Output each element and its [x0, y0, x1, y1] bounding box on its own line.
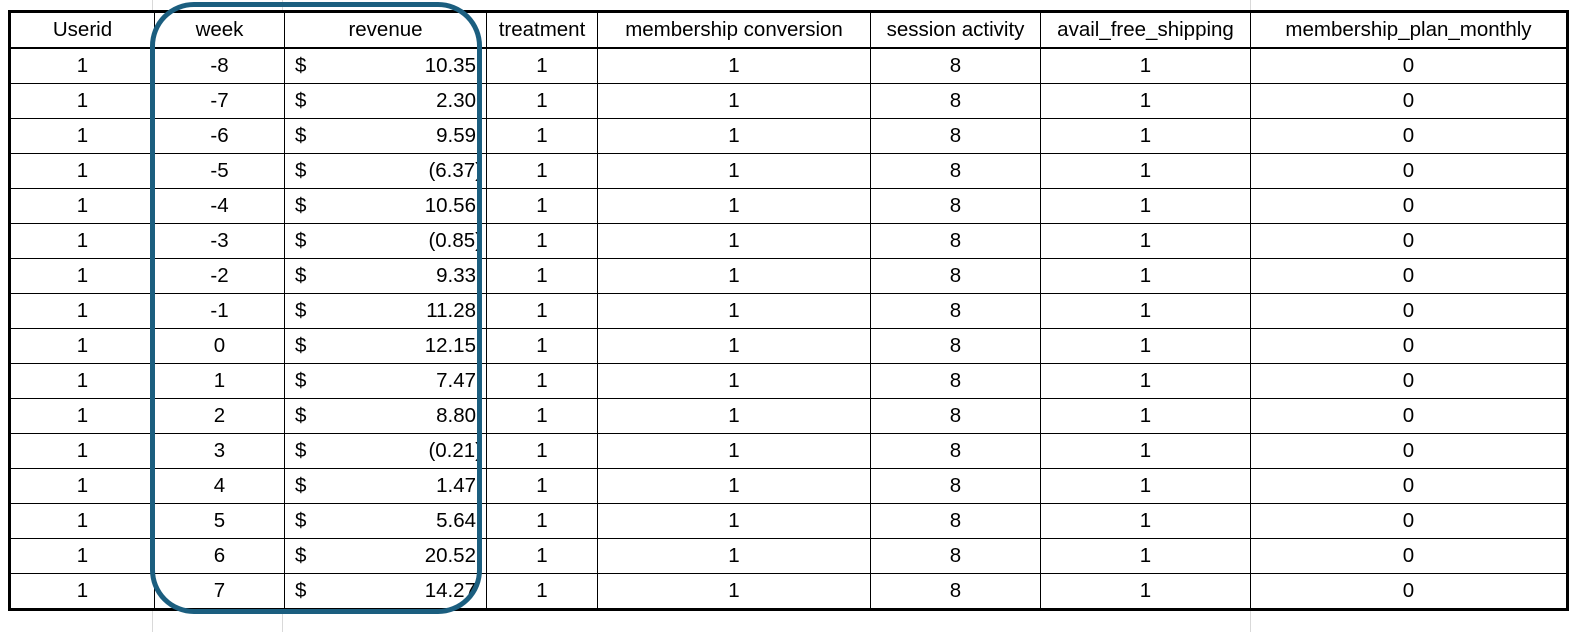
currency-symbol: $ — [295, 124, 307, 147]
cell-week[interactable]: -8 — [155, 48, 285, 84]
cell-avail-free-shipping[interactable]: 1 — [1041, 539, 1251, 574]
data-table — [8, 10, 1569, 611]
cell-avail-free-shipping[interactable]: 1 — [1041, 154, 1251, 189]
cell-userid[interactable]: 1 — [10, 119, 155, 154]
revenue-amount: 12.15 — [424, 334, 476, 357]
cell-avail-free-shipping[interactable]: 1 — [1041, 224, 1251, 259]
revenue-value — [285, 54, 486, 78]
table-row — [10, 434, 1568, 469]
cell-userid[interactable]: 1 — [10, 84, 155, 119]
table-row — [10, 469, 1568, 504]
table-body — [10, 48, 1568, 610]
cell-revenue[interactable] — [285, 294, 487, 329]
cell-userid[interactable]: 1 — [10, 574, 155, 610]
header-row — [10, 12, 1568, 49]
cell-session-activity[interactable]: 8 — [871, 48, 1041, 84]
cell-userid[interactable]: 1 — [10, 48, 155, 84]
cell-revenue[interactable] — [285, 539, 487, 574]
revenue-amount: 8.80 — [436, 404, 476, 427]
cell-userid[interactable]: 1 — [10, 364, 155, 399]
cell-week[interactable]: -6 — [155, 119, 285, 154]
cell-session-activity[interactable]: 8 — [871, 84, 1041, 119]
cell-membership-plan-monthly[interactable]: 0 — [1251, 469, 1568, 504]
cell-membership-conversion[interactable]: 1 — [598, 189, 871, 224]
cell-revenue[interactable] — [285, 189, 487, 224]
header-cell-week[interactable]: week — [155, 12, 285, 49]
header-cell-treatment[interactable]: treatment — [487, 12, 598, 49]
revenue-amount: 10.35 — [424, 54, 476, 77]
currency-symbol: $ — [295, 334, 307, 357]
cell-treatment[interactable]: 1 — [487, 329, 598, 364]
cell-userid[interactable]: 1 — [10, 294, 155, 329]
cell-session-activity[interactable]: 8 — [871, 434, 1041, 469]
cell-membership-plan-monthly[interactable]: 0 — [1251, 119, 1568, 154]
currency-symbol: $ — [295, 404, 307, 427]
cell-userid[interactable]: 1 — [10, 469, 155, 504]
revenue-amount: (6.37) — [428, 159, 482, 182]
cell-avail-free-shipping[interactable]: 1 — [1041, 364, 1251, 399]
revenue-value — [285, 299, 486, 323]
cell-membership-conversion[interactable]: 1 — [598, 224, 871, 259]
cell-session-activity[interactable]: 8 — [871, 399, 1041, 434]
cell-treatment[interactable]: 1 — [487, 84, 598, 119]
revenue-amount: 2.30 — [436, 89, 476, 112]
cell-membership-plan-monthly[interactable]: 0 — [1251, 48, 1568, 84]
cell-week[interactable]: -7 — [155, 84, 285, 119]
cell-treatment[interactable]: 1 — [487, 574, 598, 610]
cell-membership-plan-monthly[interactable]: 0 — [1251, 364, 1568, 399]
cell-week[interactable]: 0 — [155, 329, 285, 364]
cell-avail-free-shipping[interactable]: 1 — [1041, 84, 1251, 119]
cell-membership-plan-monthly[interactable]: 0 — [1251, 294, 1568, 329]
revenue-value — [285, 579, 486, 603]
cell-session-activity[interactable]: 8 — [871, 119, 1041, 154]
cell-week[interactable]: -1 — [155, 294, 285, 329]
cell-membership-conversion[interactable]: 1 — [598, 504, 871, 539]
cell-membership-plan-monthly[interactable]: 0 — [1251, 574, 1568, 610]
cell-revenue[interactable] — [285, 399, 487, 434]
cell-session-activity[interactable]: 8 — [871, 189, 1041, 224]
header-cell-membership-conversion[interactable]: membership conversion — [598, 12, 871, 49]
cell-avail-free-shipping[interactable]: 1 — [1041, 259, 1251, 294]
revenue-amount: 14.27 — [424, 579, 476, 602]
revenue-amount: 5.64 — [436, 509, 476, 532]
cell-revenue[interactable] — [285, 224, 487, 259]
cell-revenue[interactable] — [285, 48, 487, 84]
cell-session-activity[interactable]: 8 — [871, 154, 1041, 189]
revenue-value — [285, 369, 486, 393]
cell-revenue[interactable] — [285, 119, 487, 154]
cell-session-activity[interactable]: 8 — [871, 469, 1041, 504]
cell-userid[interactable]: 1 — [10, 539, 155, 574]
currency-symbol: $ — [295, 89, 307, 112]
cell-treatment[interactable]: 1 — [487, 224, 598, 259]
cell-userid[interactable]: 1 — [10, 259, 155, 294]
cell-membership-plan-monthly[interactable]: 0 — [1251, 399, 1568, 434]
cell-membership-conversion[interactable]: 1 — [598, 294, 871, 329]
cell-avail-free-shipping[interactable]: 1 — [1041, 329, 1251, 364]
cell-revenue[interactable] — [285, 259, 487, 294]
revenue-amount: 9.59 — [436, 124, 476, 147]
cell-userid[interactable]: 1 — [10, 434, 155, 469]
currency-symbol: $ — [295, 544, 307, 567]
header-cell-revenue[interactable]: revenue — [285, 12, 487, 49]
cell-membership-plan-monthly[interactable]: 0 — [1251, 259, 1568, 294]
cell-session-activity[interactable]: 8 — [871, 364, 1041, 399]
cell-week[interactable]: 2 — [155, 399, 285, 434]
cell-treatment[interactable]: 1 — [487, 399, 598, 434]
revenue-amount: 1.47 — [436, 474, 476, 497]
currency-symbol: $ — [295, 194, 307, 217]
cell-userid[interactable]: 1 — [10, 154, 155, 189]
table-row — [10, 119, 1568, 154]
table-row — [10, 48, 1568, 84]
revenue-value — [285, 124, 486, 148]
cell-avail-free-shipping[interactable]: 1 — [1041, 399, 1251, 434]
revenue-value — [285, 229, 486, 253]
currency-symbol: $ — [295, 299, 307, 322]
cell-membership-conversion[interactable]: 1 — [598, 469, 871, 504]
cell-week[interactable]: 5 — [155, 504, 285, 539]
cell-membership-plan-monthly[interactable]: 0 — [1251, 539, 1568, 574]
cell-membership-conversion[interactable]: 1 — [598, 259, 871, 294]
header-cell-session-activity[interactable]: session activity — [871, 12, 1041, 49]
header-cell-avail-free-shipping[interactable]: avail_free_shipping — [1041, 12, 1251, 49]
table-row — [10, 504, 1568, 539]
cell-treatment[interactable]: 1 — [487, 154, 598, 189]
cell-treatment[interactable]: 1 — [487, 294, 598, 329]
revenue-amount: (0.21) — [428, 439, 482, 462]
revenue-value — [285, 474, 486, 498]
cell-userid[interactable]: 1 — [10, 329, 155, 364]
cell-treatment[interactable]: 1 — [487, 119, 598, 154]
cell-membership-conversion[interactable]: 1 — [598, 154, 871, 189]
cell-membership-conversion[interactable]: 1 — [598, 329, 871, 364]
header-cell-membership-plan-monthly[interactable]: membership_plan_monthly — [1251, 12, 1568, 49]
revenue-value — [285, 404, 486, 428]
cell-revenue[interactable] — [285, 504, 487, 539]
cell-treatment[interactable]: 1 — [487, 504, 598, 539]
table-row — [10, 574, 1568, 610]
table-row — [10, 259, 1568, 294]
header-cell-userid[interactable]: Userid — [10, 12, 155, 49]
cell-week[interactable]: -5 — [155, 154, 285, 189]
cell-avail-free-shipping[interactable]: 1 — [1041, 574, 1251, 610]
cell-revenue[interactable] — [285, 364, 487, 399]
table-row — [10, 539, 1568, 574]
cell-revenue[interactable] — [285, 434, 487, 469]
cell-treatment[interactable]: 1 — [487, 189, 598, 224]
cell-avail-free-shipping[interactable]: 1 — [1041, 48, 1251, 84]
cell-membership-plan-monthly[interactable]: 0 — [1251, 189, 1568, 224]
cell-session-activity[interactable]: 8 — [871, 574, 1041, 610]
cell-userid[interactable]: 1 — [10, 224, 155, 259]
currency-symbol: $ — [295, 229, 307, 252]
cell-revenue[interactable] — [285, 84, 487, 119]
cell-membership-plan-monthly[interactable]: 0 — [1251, 329, 1568, 364]
currency-symbol: $ — [295, 54, 307, 77]
currency-symbol: $ — [295, 159, 307, 182]
cell-treatment[interactable]: 1 — [487, 259, 598, 294]
revenue-value — [285, 89, 486, 113]
cell-membership-conversion[interactable]: 1 — [598, 84, 871, 119]
currency-symbol: $ — [295, 264, 307, 287]
revenue-amount: 20.52 — [424, 544, 476, 567]
cell-userid[interactable]: 1 — [10, 189, 155, 224]
revenue-amount: (0.85) — [428, 229, 482, 252]
cell-treatment[interactable]: 1 — [487, 539, 598, 574]
cell-week[interactable]: 3 — [155, 434, 285, 469]
table-row — [10, 84, 1568, 119]
table-row — [10, 399, 1568, 434]
revenue-value — [285, 194, 486, 218]
cell-membership-conversion[interactable]: 1 — [598, 539, 871, 574]
revenue-value — [285, 439, 486, 463]
cell-week[interactable]: 1 — [155, 364, 285, 399]
revenue-value — [285, 509, 486, 533]
cell-avail-free-shipping[interactable]: 1 — [1041, 469, 1251, 504]
revenue-amount: 11.28 — [426, 299, 476, 322]
cell-membership-conversion[interactable]: 1 — [598, 399, 871, 434]
cell-membership-plan-monthly[interactable]: 0 — [1251, 504, 1568, 539]
revenue-value — [285, 159, 486, 183]
cell-session-activity[interactable]: 8 — [871, 539, 1041, 574]
cell-avail-free-shipping[interactable]: 1 — [1041, 189, 1251, 224]
table-row — [10, 154, 1568, 189]
cell-week[interactable]: 6 — [155, 539, 285, 574]
cell-membership-conversion[interactable]: 1 — [598, 364, 871, 399]
revenue-amount: 9.33 — [436, 264, 476, 287]
currency-symbol: $ — [295, 509, 307, 532]
cell-treatment[interactable]: 1 — [487, 434, 598, 469]
cell-treatment[interactable]: 1 — [487, 364, 598, 399]
cell-session-activity[interactable]: 8 — [871, 259, 1041, 294]
cell-userid[interactable]: 1 — [10, 399, 155, 434]
cell-userid[interactable]: 1 — [10, 504, 155, 539]
revenue-value — [285, 544, 486, 568]
cell-treatment[interactable]: 1 — [487, 469, 598, 504]
cell-week[interactable]: 7 — [155, 574, 285, 610]
table-row — [10, 329, 1568, 364]
revenue-amount: 7.47 — [436, 369, 476, 392]
table-row — [10, 189, 1568, 224]
currency-symbol: $ — [295, 439, 307, 462]
revenue-value — [285, 264, 486, 288]
cell-session-activity[interactable]: 8 — [871, 504, 1041, 539]
currency-symbol: $ — [295, 579, 307, 602]
table-row — [10, 224, 1568, 259]
cell-avail-free-shipping[interactable]: 1 — [1041, 294, 1251, 329]
cell-membership-plan-monthly[interactable]: 0 — [1251, 224, 1568, 259]
cell-treatment[interactable]: 1 — [487, 48, 598, 84]
cell-avail-free-shipping[interactable]: 1 — [1041, 504, 1251, 539]
table-row — [10, 294, 1568, 329]
cell-session-activity[interactable]: 8 — [871, 294, 1041, 329]
cell-week[interactable]: -2 — [155, 259, 285, 294]
cell-session-activity[interactable]: 8 — [871, 224, 1041, 259]
cell-session-activity[interactable]: 8 — [871, 329, 1041, 364]
currency-symbol: $ — [295, 369, 307, 392]
cell-revenue[interactable] — [285, 154, 487, 189]
cell-membership-conversion[interactable]: 1 — [598, 434, 871, 469]
revenue-value — [285, 334, 486, 358]
cell-avail-free-shipping[interactable]: 1 — [1041, 119, 1251, 154]
cell-membership-conversion[interactable]: 1 — [598, 574, 871, 610]
cell-membership-conversion[interactable]: 1 — [598, 48, 871, 84]
revenue-amount: 10.56 — [424, 194, 476, 217]
cell-membership-plan-monthly[interactable]: 0 — [1251, 154, 1568, 189]
cell-membership-plan-monthly[interactable]: 0 — [1251, 434, 1568, 469]
cell-membership-conversion[interactable]: 1 — [598, 119, 871, 154]
cell-revenue[interactable] — [285, 469, 487, 504]
cell-membership-plan-monthly[interactable]: 0 — [1251, 84, 1568, 119]
table-row — [10, 364, 1568, 399]
currency-symbol: $ — [295, 474, 307, 497]
cell-week[interactable]: -4 — [155, 189, 285, 224]
cell-avail-free-shipping[interactable]: 1 — [1041, 434, 1251, 469]
cell-week[interactable]: 4 — [155, 469, 285, 504]
cell-revenue[interactable] — [285, 329, 487, 364]
cell-revenue[interactable] — [285, 574, 487, 610]
cell-week[interactable]: -3 — [155, 224, 285, 259]
